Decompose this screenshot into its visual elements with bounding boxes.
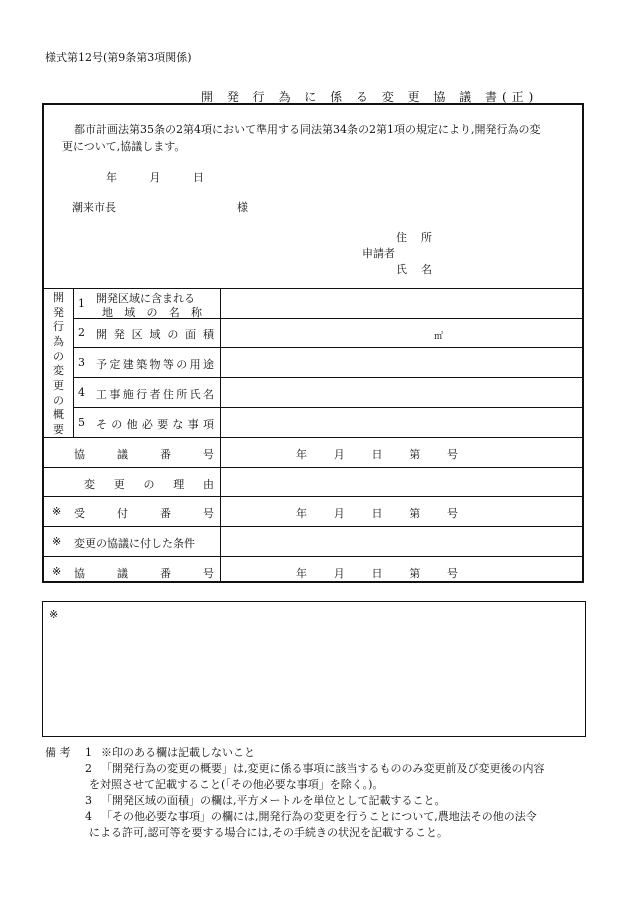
- label-char: 号: [203, 448, 214, 461]
- day-label: 日: [371, 507, 383, 520]
- label-char: 名: [203, 388, 214, 401]
- label-char: 名: [168, 306, 180, 319]
- office-notes-box[interactable]: [42, 601, 586, 737]
- label-char: 築: [136, 358, 148, 371]
- number-suffix-label: 号: [447, 567, 458, 580]
- month-label: 月: [333, 507, 345, 520]
- applicant-label: 申請者: [362, 247, 395, 260]
- vertical-char: 行: [53, 320, 64, 334]
- remark-text: 「開発行為の変更の概要」は,変更に係る事項に該当するもののみ変更前及び変更後の内容: [101, 762, 545, 775]
- label-char: 必: [141, 418, 153, 431]
- label-char: 積: [202, 328, 214, 341]
- label-char: 住: [162, 388, 174, 401]
- year-label: 年: [296, 567, 307, 580]
- divider: [44, 556, 582, 557]
- remark-text-continued: による許可,認可等を要する場合には,その手続きの状況を記載すること。: [89, 826, 448, 839]
- divider: [44, 496, 582, 497]
- label-char: 建: [122, 358, 134, 371]
- vertical-char: 変: [53, 364, 64, 378]
- label-char: 議: [117, 567, 128, 580]
- month-label: 月: [333, 448, 345, 461]
- day-label: 日: [193, 171, 204, 184]
- label-char: 項: [202, 418, 214, 431]
- addressee-suffix: 様: [237, 201, 248, 214]
- day-label: 日: [371, 567, 383, 580]
- label-char: の: [176, 358, 188, 371]
- vertical-char: 概: [53, 408, 64, 422]
- label-char: 域: [149, 328, 161, 341]
- year-label: 年: [296, 448, 307, 461]
- column-divider: [220, 288, 221, 583]
- office-use-mark: ※: [52, 565, 62, 578]
- label-char: 発: [113, 328, 125, 341]
- label-char: 番: [160, 567, 171, 580]
- day-label: 日: [371, 448, 383, 461]
- vertical-char: 発: [53, 305, 64, 319]
- label-char: 事: [109, 388, 121, 401]
- remark-text: 「開発区域の面積」の欄は,平方メートルを単位として記載すること。: [101, 794, 446, 807]
- label-char: の: [146, 306, 158, 319]
- label-char: 所: [176, 388, 188, 401]
- row-label-other-necessary-items: [96, 416, 214, 432]
- label-char: 用: [189, 358, 201, 371]
- label-char: 工: [96, 388, 107, 401]
- number-prefix-label: 第: [409, 448, 421, 461]
- number-suffix-label: 号: [447, 507, 458, 520]
- label-char: 変: [84, 478, 95, 491]
- remark-number: 4: [85, 810, 92, 823]
- intro-text-line2: 更について,協議します。: [62, 140, 186, 153]
- label-char: 協: [74, 448, 85, 461]
- number-prefix-label: 第: [409, 507, 421, 520]
- label-char: 由: [203, 478, 214, 491]
- office-consultation-date-number-fields[interactable]: [296, 565, 458, 581]
- label-char: 付: [117, 507, 128, 520]
- label-char: 理: [173, 478, 185, 491]
- main-form-table: [42, 103, 584, 583]
- divider: [44, 288, 582, 289]
- row-label-contractor-address-name: [96, 386, 214, 402]
- label-char: 氏: [189, 388, 201, 401]
- vertical-char: 更: [53, 378, 64, 392]
- year-label: 年: [296, 507, 307, 520]
- applicant-name-label: [396, 261, 432, 277]
- label-char: 受: [74, 507, 85, 520]
- form-number: 様式第12号(第9条第3項関係): [45, 51, 192, 64]
- label-char: 番: [160, 448, 171, 461]
- label-char: 物: [149, 358, 161, 371]
- change-summary-vertical-label: [44, 290, 73, 437]
- office-use-mark: ※: [52, 535, 62, 548]
- label-char: 面: [185, 328, 197, 341]
- label-char: 者: [149, 388, 161, 401]
- vertical-char: の: [53, 349, 64, 363]
- divider: [73, 377, 582, 378]
- row-number: 5: [78, 416, 85, 429]
- row-number: 2: [78, 326, 85, 339]
- label-char: 区: [131, 328, 143, 341]
- year-label: 年: [106, 171, 117, 184]
- name-char: 氏: [396, 263, 407, 276]
- label-char: 更: [113, 478, 125, 491]
- row-number: 4: [78, 386, 85, 399]
- reception-date-number-fields[interactable]: [296, 505, 458, 521]
- label-char: 番: [160, 507, 171, 520]
- row-label-development-area-names-line2: [102, 304, 202, 320]
- office-use-mark: ※: [49, 608, 59, 621]
- label-char: 協: [74, 567, 85, 580]
- remark-number: 3: [85, 794, 92, 807]
- consultation-number-label: [74, 446, 214, 462]
- row-label-planned-building-use: [96, 356, 214, 372]
- label-char: 称: [191, 306, 202, 319]
- label-char: 予: [96, 358, 107, 371]
- row-number: 1: [78, 297, 85, 310]
- vertical-char: 為: [53, 334, 64, 348]
- consultation-date-number-fields[interactable]: [296, 446, 458, 462]
- label-char: 号: [203, 507, 214, 520]
- vertical-char: の: [53, 393, 64, 407]
- divider: [44, 437, 582, 438]
- label-char: 域: [124, 306, 136, 319]
- square-meter-unit: ㎡: [434, 332, 444, 342]
- submission-date-line[interactable]: [106, 169, 204, 185]
- vertical-char: 要: [53, 423, 64, 437]
- remark-text: ※印のある欄は記載しないこと: [101, 746, 255, 759]
- label-char: の: [167, 328, 179, 341]
- address-char: 所: [421, 231, 432, 244]
- document-title: 開 発 行 為 に 係 る 変 更 協 議 書(正): [201, 90, 539, 104]
- column-divider: [73, 288, 74, 437]
- month-label: 月: [149, 171, 161, 184]
- label-char: 地: [102, 306, 113, 319]
- label-char: そ: [96, 418, 107, 431]
- label-char: 途: [203, 358, 214, 371]
- label-char: 他: [126, 418, 138, 431]
- remarks-heading: 備 考: [45, 746, 71, 759]
- label-char: 議: [117, 448, 128, 461]
- addressee: 潮来市長: [72, 201, 116, 214]
- intro-text-line1: 都市計画法第35条の2第4項において準用する同法第34条の2第1項の規定により,開発行為の変: [74, 123, 541, 136]
- row-label-development-area-names: 開発区域に含まれる: [96, 292, 195, 305]
- number-prefix-label: 第: [409, 567, 421, 580]
- label-char: 号: [203, 567, 214, 580]
- label-char: な: [172, 418, 184, 431]
- label-char: 開: [96, 328, 107, 341]
- vertical-char: 開: [53, 290, 64, 304]
- label-char: 施: [122, 388, 134, 401]
- divider: [73, 407, 582, 408]
- divider: [44, 467, 582, 468]
- divider: [73, 347, 582, 348]
- row-number: 3: [78, 356, 85, 369]
- remark-text: 「その他必要な事項」の欄には,開発行為の変更を行うことについて,農地法その他の法令: [101, 810, 537, 823]
- remark-number: 2: [85, 762, 92, 775]
- divider: [44, 526, 582, 527]
- label-char: 要: [157, 418, 169, 431]
- address-char: 住: [396, 231, 407, 244]
- number-suffix-label: 号: [447, 448, 458, 461]
- month-label: 月: [333, 567, 345, 580]
- label-char: 行: [136, 388, 148, 401]
- consultation-conditions-label: 変更の協議に付した条件: [74, 537, 195, 550]
- reception-number-label: [74, 505, 214, 521]
- applicant-address-label: [396, 229, 432, 245]
- label-char: 等: [162, 358, 174, 371]
- remark-number: 1: [85, 746, 92, 759]
- consultation-number-label-office: [74, 565, 214, 581]
- label-char: の: [111, 418, 123, 431]
- remark-text-continued: を対照させて記載すること(「その他必要な事項」を除く。)。: [89, 778, 384, 791]
- row-label-development-area-size: [96, 326, 214, 342]
- change-reason-label: [84, 476, 214, 492]
- label-char: の: [143, 478, 155, 491]
- name-char: 名: [421, 263, 432, 276]
- label-char: 定: [109, 358, 121, 371]
- label-char: 事: [187, 418, 199, 431]
- office-use-mark: ※: [52, 505, 62, 518]
